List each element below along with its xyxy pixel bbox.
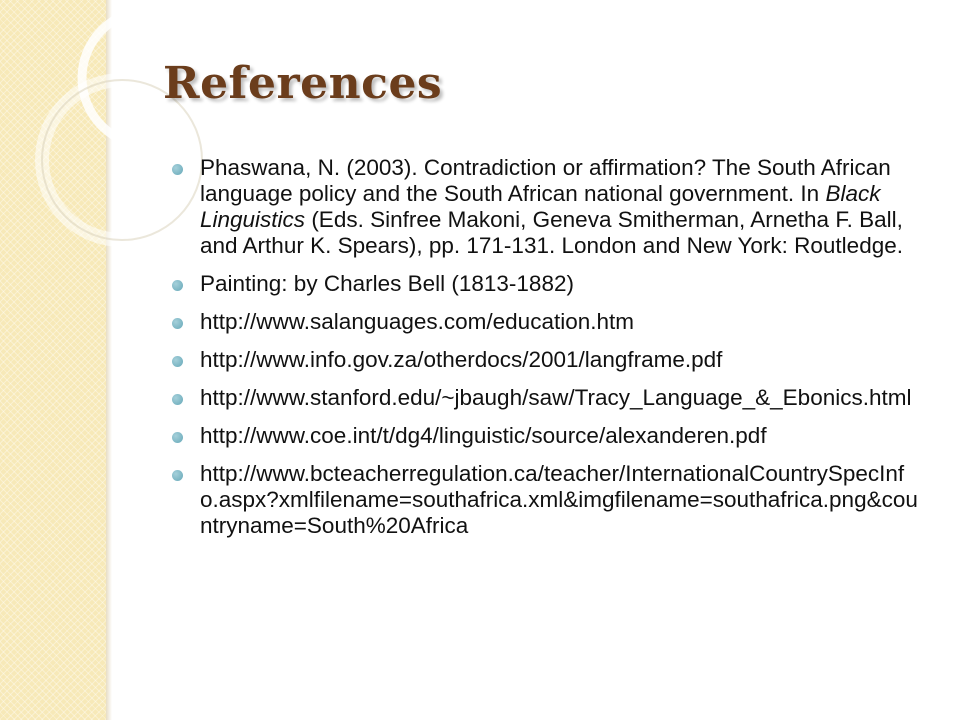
slide-title: References: [163, 58, 443, 109]
bullet-icon: [172, 164, 183, 175]
reference-link[interactable]: http://www.coe.int/t/dg4/linguistic/source/alexanderen.pdf: [200, 423, 767, 448]
reference-link[interactable]: http://www.bcteacherregulation.ca/teacher/InternationalCountrySpecInfo.aspx?xmlfilename=southafrica.xml&imgfilename=southafrica.png&countryname=South%20Africa: [200, 461, 918, 538]
bullet-icon: [172, 470, 183, 481]
reference-item-stanford: [170, 385, 922, 411]
reference-item-salanguages: [170, 309, 922, 335]
bullet-icon: [172, 432, 183, 443]
reference-item-coe: [170, 423, 922, 449]
reference-item-painting: [170, 271, 922, 297]
reference-link[interactable]: http://www.salanguages.com/education.htm: [200, 309, 634, 334]
reference-item-phaswana: [170, 155, 922, 259]
reference-link[interactable]: http://www.stanford.edu/~jbaugh/saw/Tracy_Language_&_Ebonics.html: [200, 385, 912, 410]
reference-text-continued: (Eds. Sinfree Makoni, Geneva Smitherman, Arnetha F. Ball, and Arthur K. Spears), pp. 171-131. London and New York: Routledge.: [200, 207, 903, 258]
reference-text: Phaswana, N. (2003). Contradiction or affirmation? The South African language policy and the South African national government. In: [200, 155, 891, 206]
reference-book-title: Black Linguistics: [200, 181, 881, 232]
bullet-icon: [172, 318, 183, 329]
bullet-icon: [172, 280, 183, 291]
bullet-icon: [172, 356, 183, 367]
reference-list: [170, 155, 922, 551]
reference-text: Painting: by Charles Bell (1813-1882): [200, 271, 574, 296]
reference-item-bcteacher: [170, 461, 922, 539]
reference-link[interactable]: http://www.info.gov.za/otherdocs/2001/langframe.pdf: [200, 347, 723, 372]
bullet-icon: [172, 394, 183, 405]
reference-item-info-gov: [170, 347, 922, 373]
